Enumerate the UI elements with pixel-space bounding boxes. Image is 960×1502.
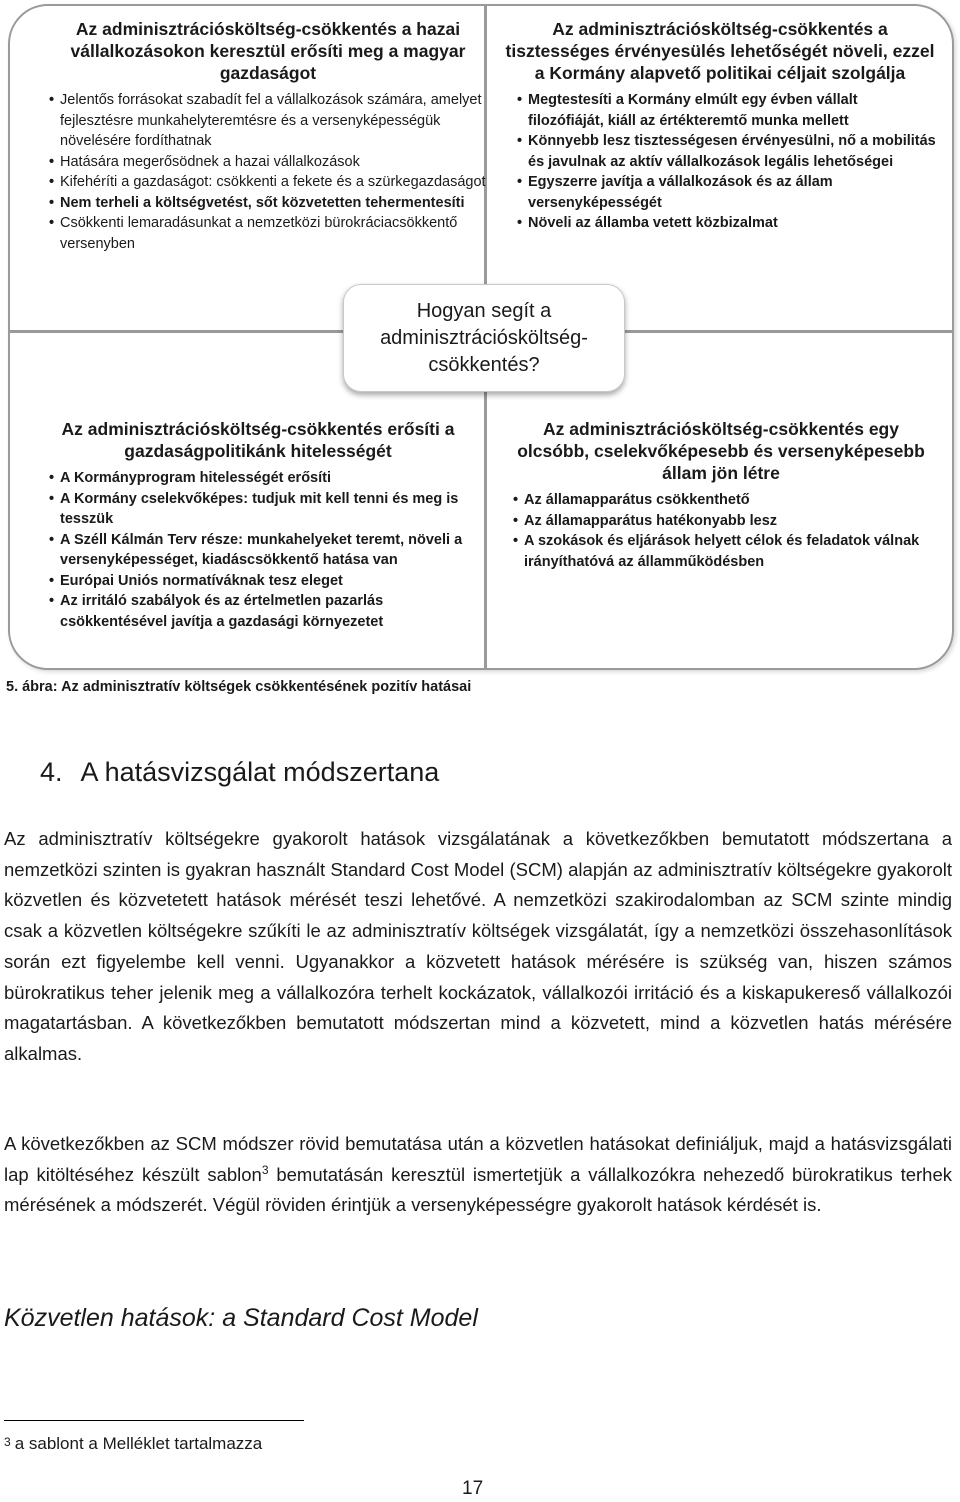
quadrant-title: Az adminisztrációsköltség-csökkentés egy olcsóbb, cselekvőképesebb és versenyképesebb állam jön létre <box>517 419 925 483</box>
bullet-item: • Hatására megerősödnek a hazai vállalkozások <box>50 152 486 173</box>
bullet-item: • Az irritáló szabályok és az értelmetlen pazarlás csökkentésével javítja a gazdasági környezetet <box>50 591 488 632</box>
impact-diagram <box>8 4 954 670</box>
bullet-item: • A Kormányprogram hitelességét erősíti <box>50 468 488 489</box>
quadrant-title: Az adminisztrációsköltség-csökkentés a hazai vállalkozásokon keresztül erősíti meg a magyar gazdaságot <box>70 19 466 83</box>
bullet-item: • Az államapparátus csökkenthető <box>514 490 928 511</box>
center-question: Hogyan segít a adminisztrációsköltség-csökkentés? <box>380 299 588 376</box>
quadrant-title: Az adminisztrációsköltség-csökkentés erősíti a gazdaságpolitikánk hitelességét <box>61 419 455 461</box>
quadrant-bottom-right <box>514 418 928 572</box>
subsection-heading: Közvetlen hatások: a Standard Cost Model <box>4 1304 478 1332</box>
bullet-item: • A szokások és eljárások helyett célok és feladatok válnak irányíthatóvá az államműködésben <box>514 531 928 572</box>
figure-caption: 5. ábra: Az adminisztratív költségek csökkentésének pozitív hatásai <box>6 679 472 695</box>
section-number: 4. <box>40 757 63 787</box>
quadrant-top-right <box>504 18 936 234</box>
footnote-reference[interactable]: 3 <box>261 1162 269 1177</box>
center-question-box <box>343 284 625 392</box>
bullet-item: • Megtestesíti a Kormány elmúlt egy évben vállalt filozófiáját, kiáll az értékteremtő munka mellett <box>518 90 936 131</box>
footnote <box>4 1432 262 1456</box>
body-paragraph <box>4 1129 952 1221</box>
bullet-item: • A Széll Kálmán Terv része: munkahelyeket teremt, növeli a versenyképességet, kiadáscsökkentő hatása van <box>50 530 488 571</box>
quadrant-bottom-left <box>28 418 488 632</box>
body-paragraph: Az adminisztratív költségekre gyakorolt hatások vizsgálatának a következőkben bemutatott módszertana a nemzetközi szinten is gyakran használt Standard Cost Model (SCM) alapján az adminisztratív költségekre gyakorolt közvetlen és közvetetett hatások mérését teszi lehetővé. A nemzetközi szakirodalomban az SCM szinte mindig csak a közvetlen költségekre szűkíti le az adminisztratív költségek vizsgálatát, így a nemzetközi összehasonlítások során ezt figyelembe kell venni. Ugyanakkor a közvetett hatások mérésére is szükség van, hiszen számos bürokratikus teher jelenik meg a vállalkozóra terhelt kockázatok, vállalkozói irritáció és a kiskapukereső vállalkozói magatartásban. A következőkben bemutatott módszertan mind a közvetett, mind a közvetlen hatás mérésére alkalmas. <box>4 828 952 1064</box>
bullet-list <box>28 468 488 632</box>
bullet-item: • Növeli az államba vetett közbizalmat <box>518 213 936 234</box>
bullet-list <box>504 90 936 234</box>
footnote-marker: 3 <box>4 1435 11 1449</box>
footnote-divider <box>4 1420 304 1421</box>
bullet-item: • Könnyebb lesz tisztességesen érvényesülni, nő a mobilitás és javulnak az aktív vállalkozások legális lehetőségei <box>518 131 936 172</box>
paragraph-text: A következőkben az SCM módszer rövid bemutatása után a közvetlen hatásokat definiáljuk, majd a hatásvizsgálati lap kitöltéséhez készült sablon <box>4 1133 952 1185</box>
footnote-text: a sablont a Melléklet tartalmazza <box>14 1434 263 1453</box>
bullet-list <box>50 90 486 254</box>
bullet-item: • A Kormány cselekvőképes: tudjuk mit kell tenni és meg is tesszük <box>50 489 488 530</box>
bullet-item: • Az államapparátus hatékonyabb lesz <box>514 511 928 532</box>
bullet-item: • Nem terheli a költségvetést, sőt közvetetten tehermentesíti <box>50 193 486 214</box>
bullet-item: • Kifehéríti a gazdaságot: csökkenti a fekete és a szürkegazdaságot <box>50 172 486 193</box>
section-heading <box>40 754 439 790</box>
page-number: 17 <box>462 1478 484 1499</box>
paragraph-text: bemutatásán keresztül ismertetjük a vállalkozókra nehezedő bürokratikus terhek mérésének a módszerét. Végül röviden érintjük a versenyképességre gyakorolt hatások kérdését is. <box>4 1163 952 1216</box>
section-title: A hatásvizsgálat módszertana <box>80 757 440 787</box>
bullet-item: • Európai Uniós normatíváknak tesz eleget <box>50 571 488 592</box>
bullet-item: • Egyszerre javítja a vállalkozások és az állam versenyképességét <box>518 172 936 213</box>
quadrant-title: Az adminisztrációsköltség-csökkentés a tisztességes érvényesülés lehetőségét növeli, ezzel a Kormány alapvető politikai céljait szolgálja <box>505 19 935 83</box>
bullet-item: • Csökkenti lemaradásunkat a nemzetközi bürokráciacsökkentő versenyben <box>50 213 486 254</box>
bullet-item: • Jelentős forrásokat szabadít fel a vállalkozások számára, amelyet fejlesztésre munkahelyteremtésre és a versenyképességük növelésére fordíthatnak <box>50 90 486 152</box>
quadrant-top-left <box>50 18 486 254</box>
bullet-list <box>514 490 928 572</box>
